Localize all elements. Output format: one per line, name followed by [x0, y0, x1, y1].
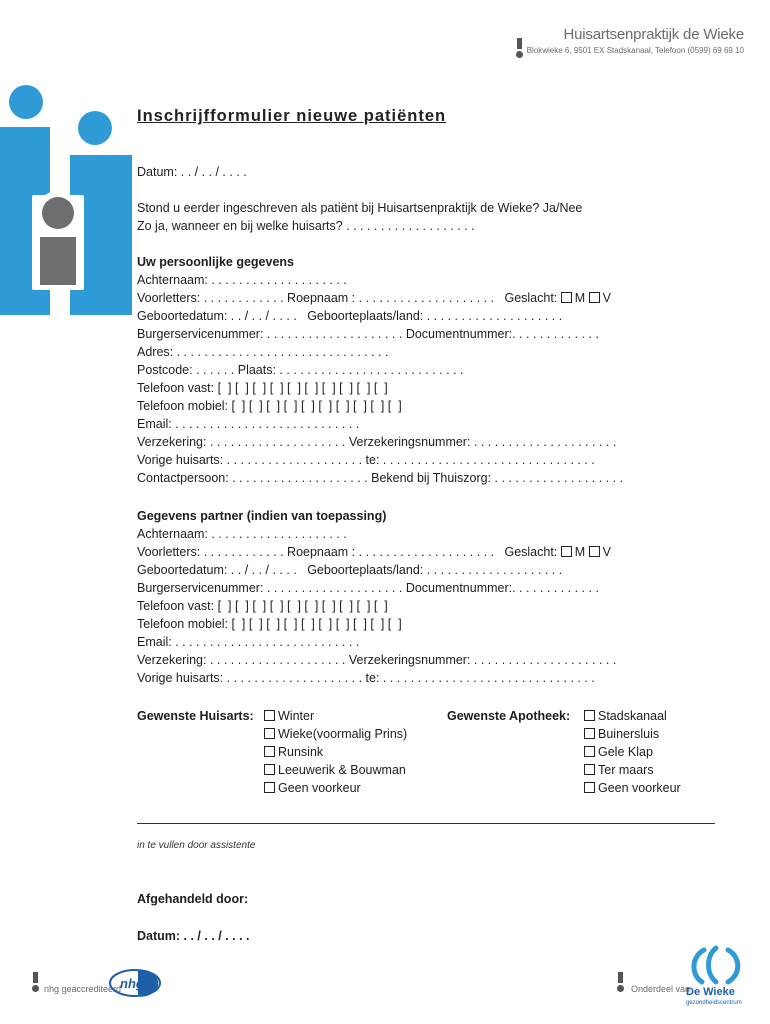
question-when-which-doctor[interactable]: Zo ja, wanneer en bij welke huisarts? . . . . . . . . . . . . . . . . . . . — [137, 219, 475, 233]
pharmacy-option[interactable]: Stadskanaal — [584, 707, 667, 725]
de-wieke-logo-icon — [684, 944, 750, 1006]
practice-name: Huisartsenpraktijk de Wieke — [563, 26, 744, 43]
doctor-option-checkbox[interactable] — [264, 746, 275, 757]
header-mark-icon — [516, 38, 524, 58]
doctor-option[interactable]: Leeuwerik & Bouwman — [264, 761, 406, 779]
personal-section-heading: Uw persoonlijke gegevens — [137, 255, 294, 269]
pharmacy-option-checkbox[interactable] — [584, 746, 595, 757]
partner-insurance-field[interactable]: Verzekering: . . . . . . . . . . . . . . . . . . . . Verzekeringsnummer: . . . . . . . . . . . . . . . . . . . . . — [137, 653, 617, 667]
contact-person-field[interactable]: Contactpersoon: . . . . . . . . . . . . . . . . . . . . Bekend bij Thuiszorg: . . . . . . . . . . . . . . . . . . . — [137, 471, 624, 485]
doctor-option-checkbox[interactable] — [264, 728, 275, 739]
initials-row — [137, 289, 611, 307]
phone-landline-field[interactable]: Telefoon vast: [ ] [ ] [ ] [ ] [ ] [ ] [ ] [ ] [ ] [ ] — [137, 381, 388, 395]
partner-phone-mobile-field[interactable]: Telefoon mobiel: [ ] [ ] [ ] [ ] [ ] [ ] [ ] [ ] [ ] [ ] — [137, 617, 402, 631]
pharmacy-option[interactable]: Buinersluis — [584, 725, 659, 743]
gender-m-label: M — [574, 291, 586, 305]
final-date-field[interactable]: Datum: . . / . . / . . . . — [137, 929, 250, 943]
partner-gender-v-checkbox[interactable] — [589, 546, 600, 557]
partner-section-heading: Gegevens partner (indien van toepassing) — [137, 509, 387, 523]
pharmacy-option-checkbox[interactable] — [584, 728, 595, 739]
doctor-option-checkbox[interactable] — [264, 764, 275, 775]
insurance-field[interactable]: Verzekering: . . . . . . . . . . . . . . . . . . . . Verzekeringsnummer: . . . . . . . . . . . . . . . . . . . . . — [137, 435, 617, 449]
nhg-logo-icon — [108, 966, 162, 1000]
preferred-pharmacy-label: Gewenste Apotheek: — [447, 709, 571, 723]
gender-v-checkbox[interactable] — [589, 292, 600, 303]
footer-mark-icon — [32, 972, 40, 992]
form-title: Inschrijfformulier nieuwe patiënten — [137, 107, 447, 125]
pharmacy-option-checkbox[interactable] — [584, 764, 595, 775]
bsn-field[interactable]: Burgerservicenummer: . . . . . . . . . . . . . . . . . . . . Documentnummer:. . . . . . . . . . . . . — [137, 327, 599, 341]
partner-previous-doctor-field[interactable]: Vorige huisarts: . . . . . . . . . . . . . . . . . . . . te: . . . . . . . . . . . . . . . . . . . . . . . . . . . . . . . — [137, 671, 595, 685]
partner-birthdate-field[interactable]: Geboortedatum: . . / . . / . . . . Geboorteplaats/land: . . . . . . . . . . . . . . . . . . . . — [137, 563, 563, 577]
practice-logo-icon — [0, 85, 132, 315]
gender-v-label: V — [602, 291, 612, 305]
previous-doctor-field[interactable]: Vorige huisarts: . . . . . . . . . . . . . . . . . . . . te: . . . . . . . . . . . . . . . . . . . . . . . . . . . . . . . — [137, 453, 595, 467]
address-field[interactable]: Adres: . . . . . . . . . . . . . . . . . . . . . . . . . . . . . . . — [137, 345, 389, 359]
partner-email-field[interactable]: Email: . . . . . . . . . . . . . . . . . . . . . . . . . . . — [137, 635, 360, 649]
de-wieke-logo-sub: gezondheidscentrum — [686, 1000, 742, 1006]
footer-right-mark-icon — [617, 972, 625, 992]
part-of-text: Onderdeel van — [631, 984, 691, 994]
phone-mobile-field[interactable]: Telefoon mobiel: [ ] [ ] [ ] [ ] [ ] [ ] [ ] [ ] [ ] [ ] — [137, 399, 402, 413]
handled-by-field[interactable]: Afgehandeld door: — [137, 892, 249, 906]
partner-initials-row — [137, 543, 611, 561]
partner-surname-field[interactable]: Achternaam: . . . . . . . . . . . . . . . . . . . . — [137, 527, 347, 541]
doctor-option[interactable]: Wieke(voormalig Prins) — [264, 725, 407, 743]
postcode-field[interactable]: Postcode: . . . . . . Plaats: . . . . . . . . . . . . . . . . . . . . . . . . . . . — [137, 363, 464, 377]
partner-gender-m-label: M — [574, 545, 586, 559]
nhg-accredited-text: nhg geaccrediteerd — [44, 984, 122, 994]
question-previous-registration[interactable]: Stond u eerder ingeschreven als patiënt bij Huisartsenpraktijk de Wieke? Ja/Nee — [137, 201, 583, 215]
practice-address: Blokwieke 6, 9501 EX Stadskanaal, Telefoon (0599) 69 69 10 — [526, 46, 744, 55]
birthdate-field[interactable]: Geboortedatum: . . / . . / . . . . Geboorteplaats/land: . . . . . . . . . . . . . . . . . . . . — [137, 309, 563, 323]
doctor-option-checkbox[interactable] — [264, 710, 275, 721]
partner-gender-m-checkbox[interactable] — [561, 546, 572, 557]
partner-initials-field[interactable]: Voorletters: . . . . . . . . . . . . Roepnaam : . . . . . . . . . . . . . . . . . . . . Geslacht: — [137, 545, 561, 559]
pharmacy-option-checkbox[interactable] — [584, 782, 595, 793]
doctor-option[interactable]: Runsink — [264, 743, 323, 761]
surname-field[interactable]: Achternaam: . . . . . . . . . . . . . . . . . . . . — [137, 273, 347, 287]
doctor-option-checkbox[interactable] — [264, 782, 275, 793]
pharmacy-option[interactable]: Gele Klap — [584, 743, 653, 761]
assistant-note: in te vullen door assistente — [137, 840, 256, 851]
de-wieke-logo-name: De Wieke — [686, 986, 735, 998]
email-field[interactable]: Email: . . . . . . . . . . . . . . . . . . . . . . . . . . . — [137, 417, 360, 431]
doctor-option[interactable]: Geen voorkeur — [264, 779, 361, 797]
nhg-logo-text: nhg — [120, 976, 144, 991]
doctor-option[interactable]: Winter — [264, 707, 314, 725]
pharmacy-option-checkbox[interactable] — [584, 710, 595, 721]
partner-phone-landline-field[interactable]: Telefoon vast: [ ] [ ] [ ] [ ] [ ] [ ] [ ] [ ] [ ] [ ] — [137, 599, 388, 613]
preferred-doctor-label: Gewenste Huisarts: — [137, 709, 254, 723]
initials-field[interactable]: Voorletters: . . . . . . . . . . . . Roepnaam : . . . . . . . . . . . . . . . . . . . . Geslacht: — [137, 291, 561, 305]
section-divider — [137, 823, 715, 824]
gender-m-checkbox[interactable] — [561, 292, 572, 303]
pharmacy-option[interactable]: Geen voorkeur — [584, 779, 681, 797]
pharmacy-option[interactable]: Ter maars — [584, 761, 654, 779]
partner-gender-v-label: V — [602, 545, 612, 559]
partner-bsn-field[interactable]: Burgerservicenummer: . . . . . . . . . . . . . . . . . . . . Documentnummer:. . . . . . . . . . . . . — [137, 581, 599, 595]
date-field[interactable]: Datum: . . / . . / . . . . — [137, 165, 247, 179]
